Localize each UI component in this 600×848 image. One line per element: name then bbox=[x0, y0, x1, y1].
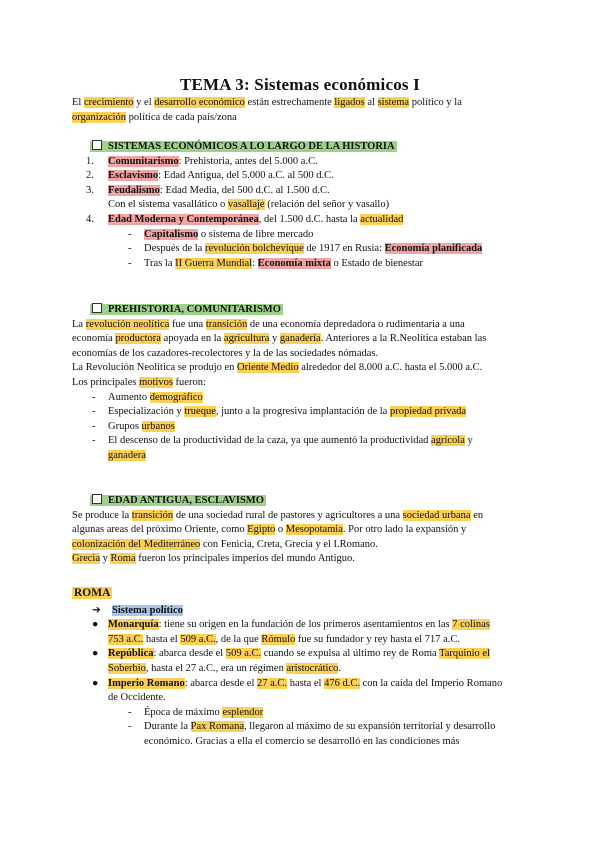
list-item: - El descenso de la productividad de la caza, ya que aumentó la productividad agrícola y ganadera bbox=[92, 435, 473, 461]
numbered-list bbox=[72, 155, 528, 228]
sub-item: - Durante la Pax Romana, llegaron al máximo de su expansión territorial y desarrollo económico. Gracias a ella el comercio se desarrolló en las condiciones más bbox=[128, 721, 496, 747]
intro-paragraph: El crecimiento y el desarrollo económico están estrechamente ligados al sistema político y la organización política de cada país/zona bbox=[72, 97, 462, 123]
list-item: - Especialización y trueque, junto a la progresiva implantación de la propiedad privada bbox=[92, 406, 467, 418]
checkbox-icon bbox=[92, 494, 102, 504]
list-item-continuation: Con el sistema vasallático o vasallaje (relación del señor y vasallo) bbox=[108, 199, 390, 211]
section-roma bbox=[72, 586, 528, 750]
section-heading: ROMA bbox=[74, 587, 111, 599]
sub-item: - Tras la II Guerra Mundial: Economía mixta o Estado de bienestar bbox=[128, 257, 423, 269]
checkbox-icon bbox=[92, 303, 102, 313]
list-item: ● República: abarca desde el 509 a.C. cuando se expulsa al último rey de Roma Tarquinio el Soberbio, hasta el 27 a.C., era un régimen aristocrático. bbox=[92, 648, 490, 674]
section-edad-antigua: EDAD ANTIGUA, ESCLAVISMO Se produce la transición de una sociedad rural de pastores y agricultores a una sociedad urbana en algunas areas del próximo Oriente, como Egipto o Mesopotamia. Por otro lado la expansión y colonización del Mediterráneo con Fenicia, Creta, Grecia y el I.Romano. Grecia y Roma fueron los principales imperios del mundo Antiguo. bbox=[72, 495, 484, 565]
list-item: 4. Edad Moderna y Contemporánea, del 1.500 d.C. hasta la actualidad bbox=[86, 213, 404, 225]
section-sistemas bbox=[72, 140, 528, 271]
sub-item: - Después de la revolución bolchevique de 1917 en Rusia: Economía planificada bbox=[128, 243, 483, 255]
bullet-icon: ● bbox=[92, 619, 99, 631]
section-prehistoria: PREHISTORIA, COMUNITARISMO La revolución neolítica fue una transición de una economía depredadora o rudimentaria a una economía productora apoyada en la agricultura y ganadería. Anteriores a la R.Neolítica estaban las economías de los cazadores-recolectores y la de las sociedades nómadas. La Revolución Neolítica se produjo en Oriente Medio alrededor del 8.000 a.C. hasta el 5.000 a.C. Los principales motivos fueron: - Aumento demográfico - Especialización y trueque, junto a la progresiva implantación de la propiedad privada - Grupos urbanos - El descenso de la productividad de la caza, ya que aumentó la productividad agrícola y ganadera bbox=[72, 303, 528, 464]
arrow-icon: ➔ bbox=[92, 604, 101, 616]
section-heading: EDAD ANTIGUA, ESCLAVISMO bbox=[90, 495, 266, 506]
section-heading: SISTEMAS ECONÓMICOS A LO LARGO DE LA HISTORIA bbox=[90, 141, 397, 152]
list-item: 2. Esclavismo: Edad Antigua, del 5.000 a.C. al 500 d.C. bbox=[86, 170, 334, 182]
list-item: 3. Feudalismo: Edad Media, del 500 d.C. al 1.500 d.C. bbox=[86, 184, 330, 196]
bullet-icon: ● bbox=[92, 648, 99, 660]
sub-item: - Capitalismo o sistema de libre mercado bbox=[128, 228, 314, 240]
list-item: 1. Comunitarismo: Prehistoria, antes del 5.000 a.C. bbox=[86, 155, 318, 167]
list-item: - Aumento demográfico bbox=[92, 391, 203, 403]
bullet-icon: ● bbox=[92, 677, 99, 689]
page-title: TEMA 3: Sistemas económicos I bbox=[179, 75, 420, 94]
list-item: ● Monarquía: tiene su origen en la fundación de los primeros asentamientos en las 7 colinas 753 a.C. hasta el 509 a.C., de la que Rómulo fue su fundador y rey hasta el 717 a.C. bbox=[92, 619, 490, 645]
checkbox-icon bbox=[92, 140, 102, 150]
list-item: - Grupos urbanos bbox=[92, 420, 175, 432]
subheading: ➔ Sistema político bbox=[72, 604, 528, 619]
section-heading: PREHISTORIA, COMUNITARISMO bbox=[90, 304, 283, 315]
list-item: ● Imperio Romano: abarca desde el 27 a.C. hasta el 476 d.C. con la caída del Imperio Romano de Occidente. bbox=[92, 677, 503, 704]
sub-item: - Época de máximo esplendor bbox=[128, 706, 264, 718]
